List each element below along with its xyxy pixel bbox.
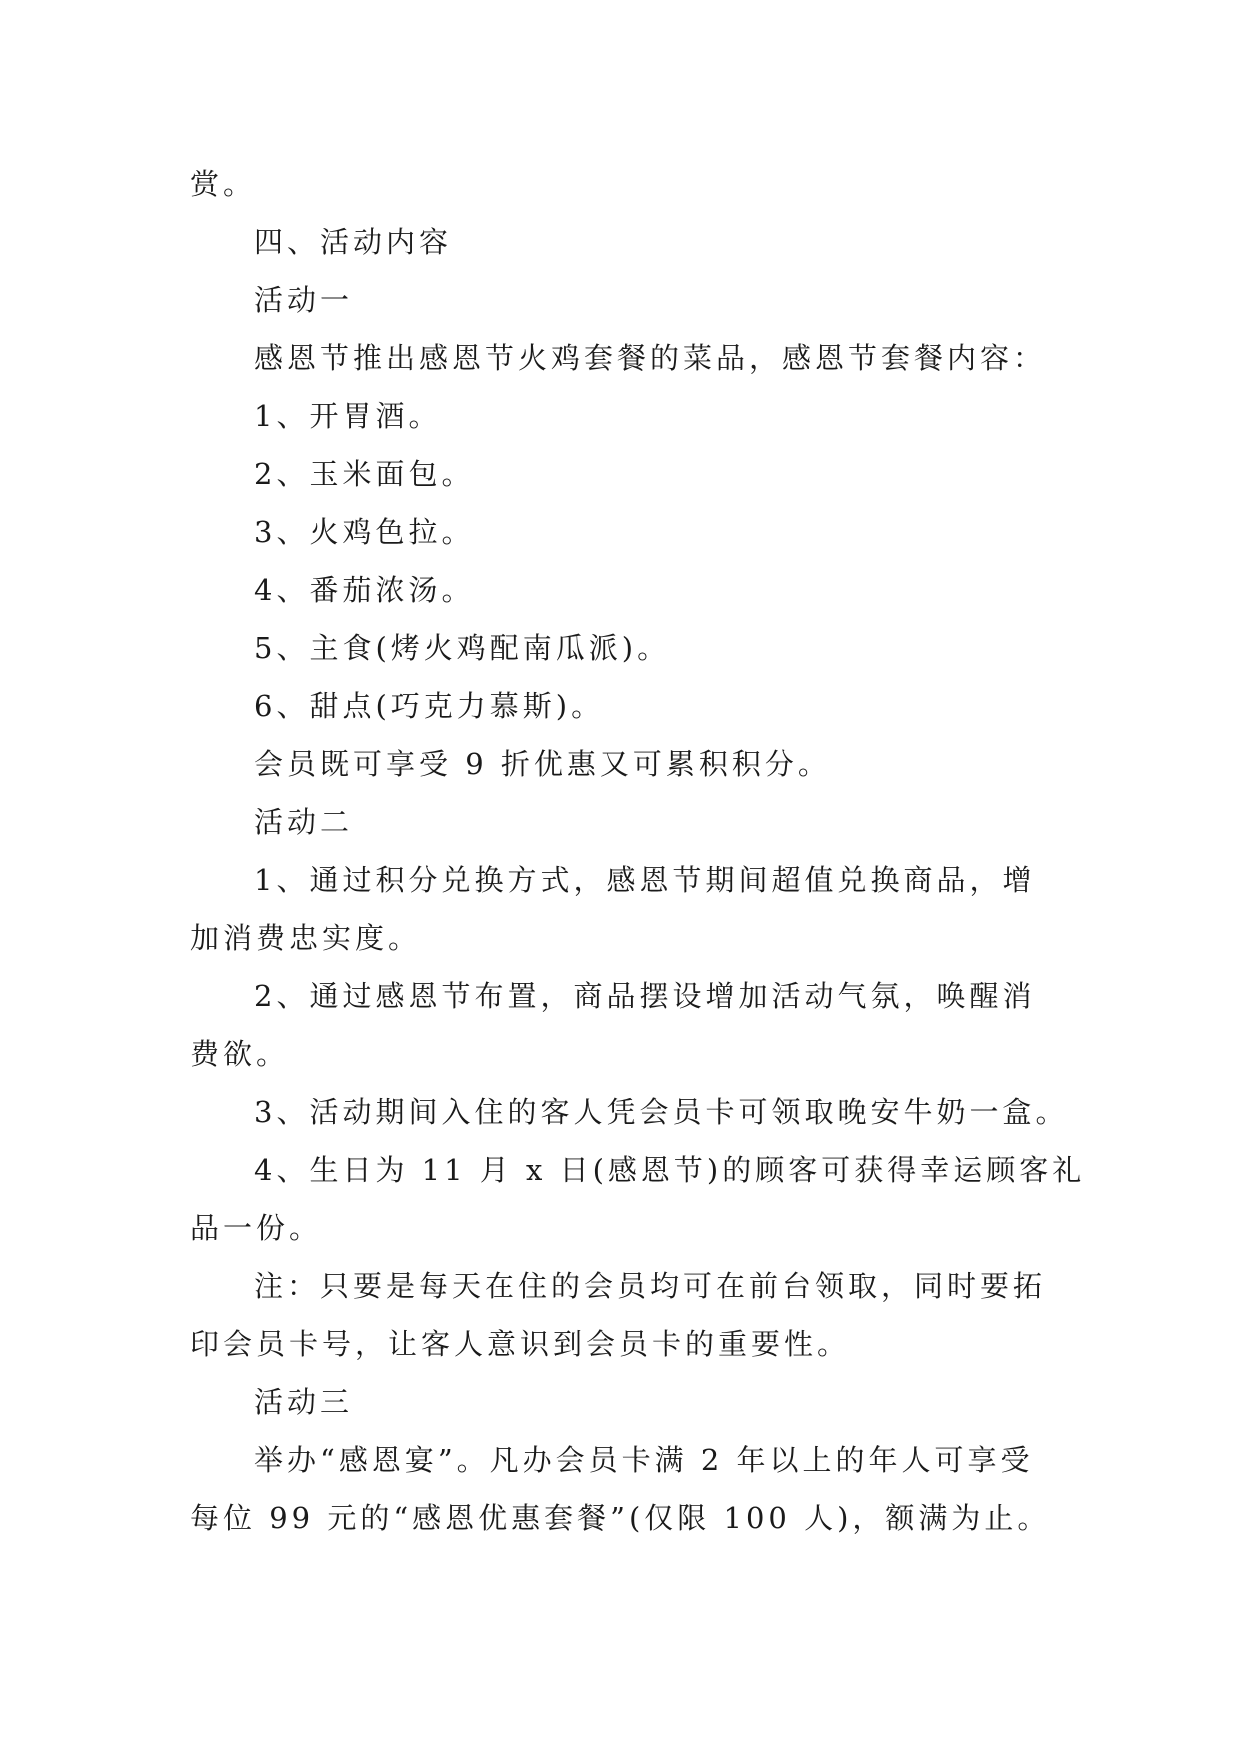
text-line: 活动三	[254, 1385, 354, 1419]
text-line: 1、通过积分兑换方式，感恩节期间超值兑换商品，增	[254, 863, 1036, 897]
text-line: 四、活动内容	[254, 225, 453, 259]
text-line: 品一份。	[190, 1211, 323, 1245]
text-line: 6、甜点(巧克力慕斯)。	[254, 689, 605, 723]
text-line: 1、开胃酒。	[254, 399, 442, 433]
text-line: 举办“感恩宴”。凡办会员卡满 2 年以上的年人可享受	[254, 1443, 1034, 1477]
text-line: 3、火鸡色拉。	[254, 515, 475, 549]
text-line: 每位 99 元的“感恩优惠套餐”(仅限 100 人)，额满为止。	[190, 1501, 1051, 1535]
text-line: 活动一	[254, 283, 354, 317]
text-line: 4、生日为 11 月 x 日(感恩节)的顾客可获得幸运顾客礼	[254, 1153, 1086, 1187]
text-line: 5、主食(烤火鸡配南瓜派)。	[254, 631, 671, 665]
text-line: 2、通过感恩节布置，商品摆设增加活动气氛，唤醒消	[254, 979, 1036, 1013]
text-line: 印会员卡号，让客人意识到会员卡的重要性。	[190, 1327, 851, 1361]
text-line: 4、番茄浓汤。	[254, 573, 475, 607]
document-body	[190, 155, 1086, 1547]
text-line: 2、玉米面包。	[254, 457, 475, 491]
text-line: 费欲。	[190, 1037, 290, 1071]
text-line: 活动二	[254, 805, 354, 839]
text-line: 3、活动期间入住的客人凭会员卡可领取晚安牛奶一盒。	[254, 1095, 1069, 1129]
text-line: 加消费忠实度。	[190, 921, 422, 955]
text-line: 注：只要是每天在住的会员均可在前台领取，同时要拓	[254, 1269, 1047, 1303]
text-line: 感恩节推出感恩节火鸡套餐的菜品，感恩节套餐内容：	[254, 341, 1047, 375]
text-line: 会员既可享受 9 折优惠又可累积积分。	[254, 747, 831, 781]
text-line: 赏。	[190, 167, 257, 201]
